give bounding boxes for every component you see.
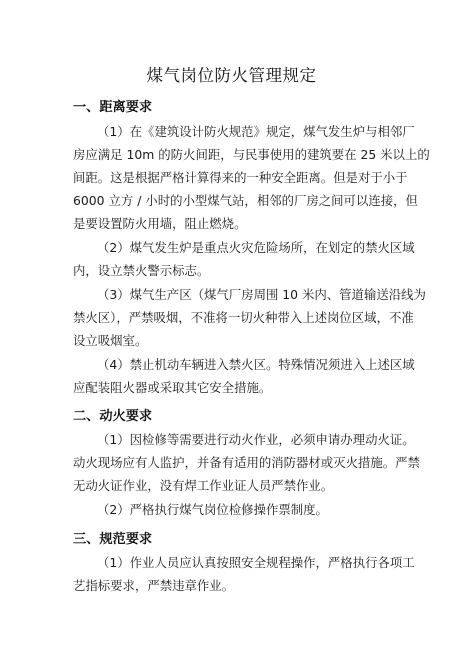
paragraph-line: （2）煤气发生炉是重点火灾危险场所，在划定的禁火区域 — [97, 240, 415, 255]
paragraph-line: 艺指标要求，严禁违章作业。 — [73, 578, 235, 593]
document-title: 煤气岗位防火管理规定 — [146, 66, 317, 85]
paragraph-line: 间距。这是根据严格计算得来的一种安全距离。但是对于小于 — [73, 170, 408, 185]
paragraph-line: （1）作业人员应认真按照安全规程操作，严格执行各项工 — [97, 555, 415, 570]
paragraph-line: 是要设置防火用墙，阻止燃烧。 — [73, 216, 247, 231]
section-heading-standards: 三、规范要求 — [73, 532, 153, 547]
paragraph-line: 动火现场应有人监护，并备有适用的消防器材或灭火措施。严禁 — [73, 455, 420, 470]
paragraph-line: 禁火区），严禁吸烟，不准将一切火种带入上述岗位区域，不准 — [73, 310, 414, 325]
section-heading-hot-work: 二、动火要求 — [73, 409, 153, 424]
paragraph-line: （3）煤气生产区（煤气厂房周围 10 米内、管道输送沿线为 — [97, 287, 426, 302]
paragraph-line: （2）严格执行煤气岗位检修操作票制度。 — [97, 502, 328, 517]
paragraph-line: 应配装阻火器或采取其它安全措施。 — [73, 380, 272, 395]
paragraph-line: 6000 立方 / 小时的小型煤气站，相邻的厂房之间可以连接，但 — [73, 193, 418, 208]
section-heading-distance: 一、距离要求 — [73, 100, 153, 115]
paragraph-line: （4）禁止机动车辆进入禁火区。特殊情况须进入上述区域 — [97, 357, 415, 372]
paragraph-line: （1）因检修等需要进行动火作业，必须申请办理动火证。 — [97, 432, 415, 447]
paragraph-line: 设立吸烟室。 — [73, 333, 148, 348]
paragraph-line: 房应满足 10m 的防火间距，与民事使用的建筑要在 25 米以上的 — [73, 147, 430, 162]
paragraph-line: （1）在《建筑设计防火规范》规定，煤气发生炉与相邻厂 — [97, 124, 415, 139]
paragraph-line: 内，设立禁火警示标志。 — [73, 263, 210, 278]
paragraph-line: 无动火证作业，没有焊工作业证人员严禁作业。 — [73, 478, 334, 493]
